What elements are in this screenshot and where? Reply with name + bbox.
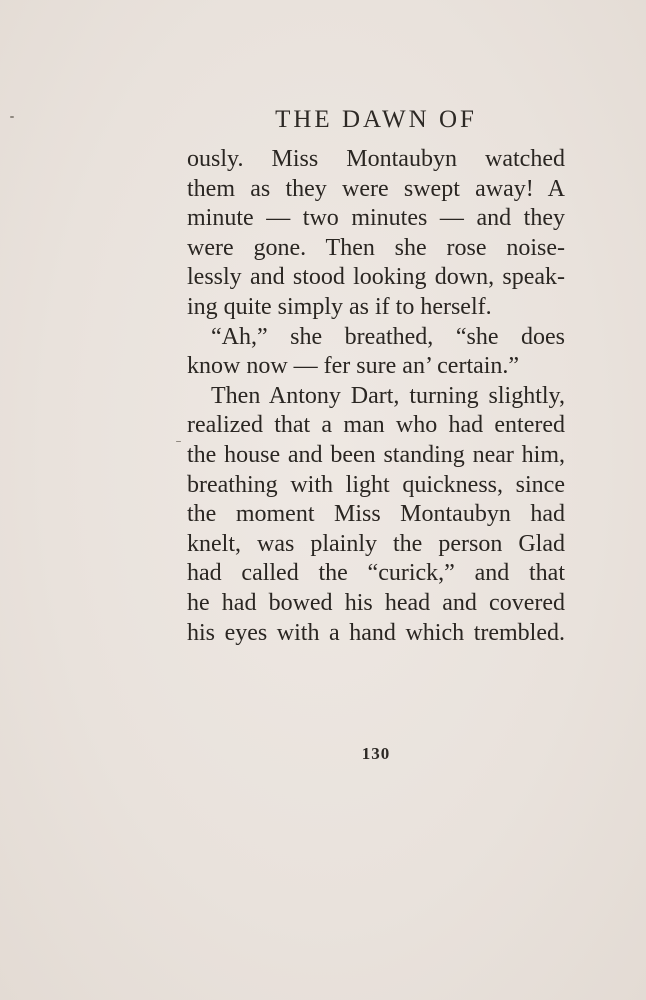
text-line: knelt, was plainly the person Glad [187,530,565,557]
running-head: THE DAWN OF [275,106,477,133]
text-line: were gone. Then she rose noise- [187,234,565,261]
page-number: 130 [361,744,391,763]
text-line: his eyes with a hand which trembled. [187,619,565,646]
text-line: know now — fer sure an’ certain.” [187,353,520,380]
text-line: breathing with light quickness, since [187,471,565,498]
text-line: the house and been standing near him, [187,441,565,468]
body-text [187,145,565,648]
text-line: had called the “curick,” and that [187,560,565,587]
margin-speck [176,441,181,442]
text-line: “Ah,” she breathed, “she does [211,323,565,350]
text-line: minute — two minutes — and they [187,205,565,232]
text-line: realized that a man who had entered [187,412,565,439]
text-line: he had bowed his head and covered [187,589,565,616]
text-line: Then Antony Dart, turning slightly, [211,382,565,409]
text-line: lessly and stood looking down, speak- [187,264,565,291]
text-line: ously. Miss Montaubyn watched [187,146,565,172]
text-line: ing quite simply as if to herself. [187,293,492,320]
text-line: them as they were swept away! A [187,175,565,202]
margin-speck [10,116,14,118]
text-line: the moment Miss Montaubyn had [187,501,565,528]
